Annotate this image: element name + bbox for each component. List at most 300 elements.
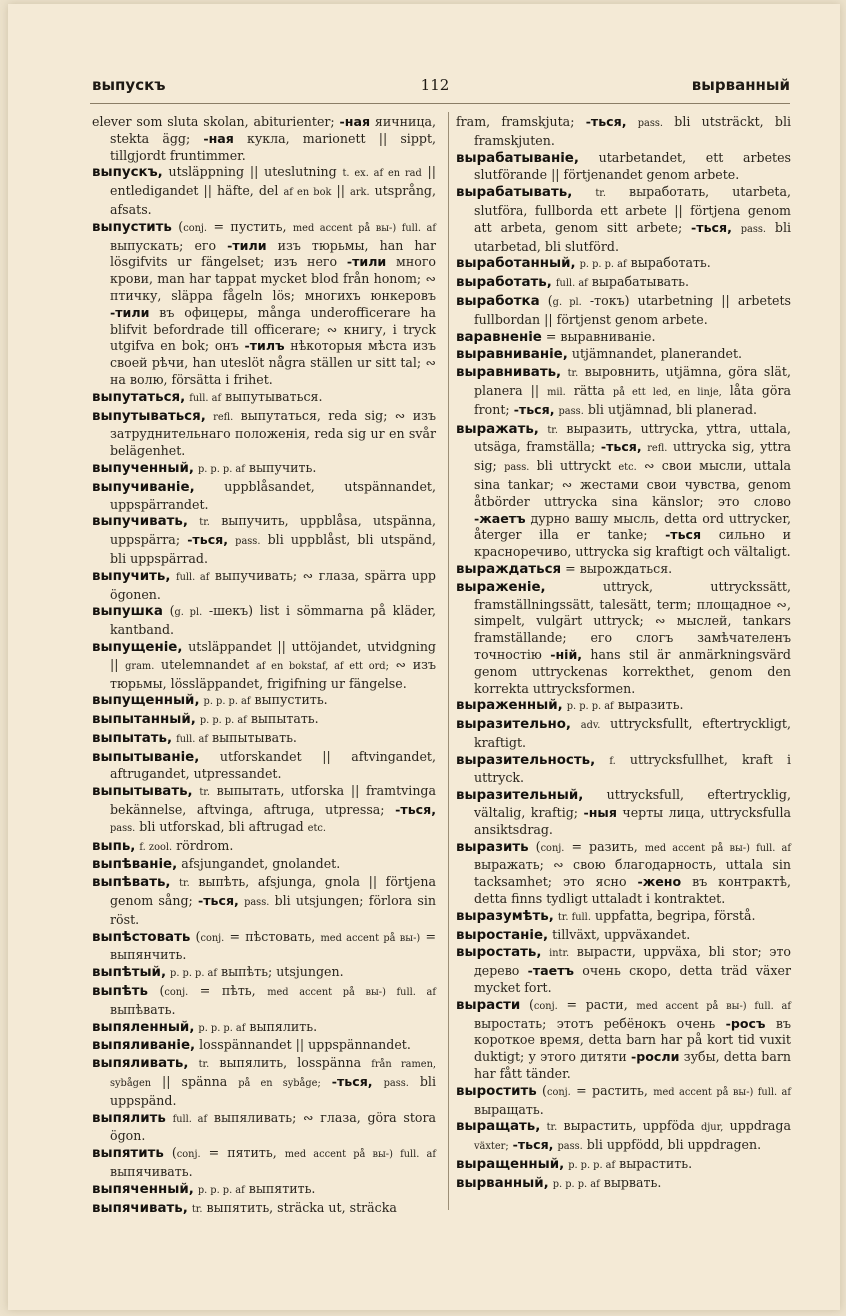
entry-headword: выпѣстовать — [92, 929, 191, 945]
entry-headword: выпяченный, — [92, 1181, 194, 1197]
entry-headword: выпятить — [92, 1146, 164, 1162]
entry-abbreviation: full. af — [555, 278, 588, 290]
entry-text: = пѣстовать, — [224, 928, 321, 944]
entry-abbreviation: p. p. p. af — [552, 1178, 600, 1190]
entry-abbreviation: conj. — [546, 1086, 571, 1098]
entry-text: || entledigandet || häfte, del — [110, 164, 437, 199]
header-rule — [90, 103, 790, 104]
entry-text: выровнить, utjämna, göra slät, planera || — [474, 364, 791, 398]
entry-headword: выработка — [456, 293, 540, 309]
entry-text: очень скоро, detta träd växer mycket fort. — [474, 963, 791, 996]
entry-text — [188, 1055, 198, 1070]
entry-text: выпутываться. — [221, 388, 323, 404]
entry-headword: выпяленный, — [92, 1019, 195, 1035]
column-divider — [448, 112, 449, 1210]
dictionary-entry — [92, 408, 436, 460]
entry-abbreviation: tr. — [179, 878, 190, 890]
entry-headword: варавненіе — [456, 329, 542, 345]
entry-abbreviation: conj. — [200, 932, 225, 944]
entry-text: ( — [147, 983, 165, 999]
entry-headword: выпученный, — [92, 460, 194, 476]
dictionary-entry — [456, 114, 791, 150]
entry-text: ∾ изъ тюрьмы, lössläppandet, frigifning ur fängelse. — [110, 656, 436, 691]
entry-text: = пустить, — [207, 218, 293, 234]
entry-text: вырабатывать. — [587, 274, 689, 290]
entry-form: -ться, — [187, 532, 229, 548]
entry-abbreviation: pass. — [235, 536, 261, 548]
entry-headword: выпяливаніе, — [92, 1038, 196, 1054]
entry-text — [572, 184, 595, 199]
entry-text: utsläppning || uteslutning — [162, 164, 343, 180]
entry-text: uttrycka sig, yttra sig; — [474, 439, 791, 474]
entry-form: -ться, — [512, 1137, 554, 1153]
entry-headword: выпущенный, — [92, 693, 200, 709]
entry-abbreviation: tr. — [198, 1059, 210, 1071]
entry-text: выпятить. — [244, 1180, 316, 1196]
entry-abbreviation: full. af — [189, 392, 222, 404]
dictionary-entry — [92, 1019, 436, 1038]
entry-headword: выпѣтый, — [92, 965, 167, 981]
entry-text: afsjungandet, gnolandet. — [177, 856, 341, 872]
dictionary-entry — [92, 513, 436, 567]
entry-abbreviation: adv. — [580, 720, 601, 732]
entry-text — [627, 114, 638, 129]
entry-text: выработать. — [626, 255, 711, 271]
entry-abbreviation: pass. — [110, 822, 136, 834]
entry-headword: выростать, — [456, 945, 542, 961]
dictionary-entry — [456, 1175, 791, 1194]
entry-headword: выразумѣть, — [456, 908, 554, 924]
dictionary-entry — [456, 561, 791, 579]
dictionary-entry — [92, 1037, 436, 1055]
dictionary-entry — [92, 1110, 436, 1146]
entry-form: -ться, — [513, 401, 555, 417]
entry-abbreviation: mil. — [547, 386, 566, 398]
entry-abbreviation: conj. — [183, 222, 208, 234]
entry-text: uttryck, uttryckssätt, framställningssätt, talesätt, term; площадное ∾, simpelt, vulgärt uttryck; ∾ мыслей, tankars framställande; его слогъ замѣчателенъ точностію — [474, 578, 791, 662]
entry-text: fram, framskjuta; — [456, 114, 586, 129]
entry-text: выростать; этотъ ребёнокъ очень — [474, 1015, 726, 1031]
entry-text: losspännandet || uppspännandet. — [195, 1037, 411, 1053]
entry-abbreviation: f. zool. — [139, 841, 173, 853]
dictionary-entry — [92, 1145, 436, 1181]
entry-abbreviation: full. af — [175, 571, 210, 583]
entry-headword: выразительно, — [456, 717, 572, 733]
entry-form: -жено — [637, 874, 682, 890]
entry-abbreviation: djur, — [701, 1122, 724, 1134]
entry-text: bli uppspänd. — [110, 1074, 436, 1108]
entry-text: bli uppfödd, bli uppdragen. — [582, 1137, 762, 1153]
dictionary-entry — [92, 164, 436, 218]
entry-headword: вырасти — [456, 997, 521, 1013]
entry-abbreviation: pass. — [557, 1141, 583, 1153]
entry-headword: вырванный, — [456, 1175, 549, 1191]
entry-text: = пѣть, — [188, 983, 268, 999]
entry-abbreviation: af en bokstaf, af ett ord; — [255, 660, 389, 672]
entry-form: -тили — [110, 304, 150, 320]
entry-text: выпѣть; utsjungen. — [217, 964, 344, 980]
entry-form: -ться, — [600, 439, 642, 455]
entry-text: выпячивать. — [110, 1164, 193, 1180]
dictionary-entry — [456, 944, 791, 996]
dictionary-entry — [456, 329, 791, 347]
entry-text: låta göra front; — [474, 382, 791, 417]
entry-headword: выпѣвать, — [92, 875, 171, 891]
entry-text: rördrom. — [172, 837, 234, 853]
entry-form: -жаетъ — [474, 510, 526, 526]
right-column — [456, 114, 791, 1194]
dictionary-entry — [456, 579, 791, 698]
entry-text: bli utsträckt, bli framskjuten. — [474, 114, 791, 148]
entry-text: tillväxt, uppväxandet. — [548, 926, 691, 942]
entry-abbreviation: tr. — [547, 424, 558, 436]
dictionary-entry — [456, 1156, 791, 1175]
entry-headword: выпытать, — [92, 730, 173, 746]
entry-abbreviation: pass. — [740, 223, 767, 235]
dictionary-entry — [92, 983, 436, 1019]
entry-text: выпутаться, reda sig; ∾ изъ затруднительнаго положенія, reda sig ur en svår belägenhet. — [110, 407, 436, 459]
entry-abbreviation: ark. — [349, 187, 370, 199]
header-right-guideword: вырванный — [691, 76, 790, 94]
entry-text: выпустить. — [250, 692, 328, 708]
header-left-guideword: выпускъ — [92, 76, 166, 94]
entry-headword: выпѣваніе, — [92, 857, 178, 873]
entry-abbreviation: p. p. p. af — [198, 1022, 246, 1034]
dictionary-entry — [456, 293, 791, 329]
dictionary-entry — [456, 364, 791, 420]
dictionary-entry — [92, 639, 436, 692]
entry-headword: вырабатываніе, — [456, 150, 579, 166]
dictionary-entry — [456, 274, 791, 293]
entry-headword: выростаніе, — [456, 927, 549, 943]
entry-text — [373, 1074, 384, 1089]
entry-abbreviation: tr. — [199, 787, 210, 799]
entry-abbreviation: g. pl. — [174, 607, 203, 619]
entry-headword: выпутываться, — [92, 408, 206, 424]
entry-text: utarbetandet, ett arbetes slutförande || förtjenandet genom arbete. — [474, 149, 791, 183]
entry-text: вырастить. — [615, 1156, 693, 1172]
entry-text: выпѣть, afsjunga, gnola || förtjena genom sång; — [110, 874, 436, 909]
entry-abbreviation: etc. — [618, 462, 637, 474]
dictionary-entry — [456, 752, 791, 788]
dictionary-entry — [92, 603, 436, 639]
entry-abbreviation: p. p. p. af — [579, 259, 627, 271]
entry-abbreviation: p. p. p. af — [566, 701, 614, 713]
dictionary-entry — [92, 479, 436, 514]
entry-text: = растить, — [570, 1082, 654, 1098]
entry-form: -ныя — [583, 805, 617, 821]
dictionary-entry — [456, 927, 791, 945]
entry-text: utforskandet || aftvingandet, aftrugandet, utpressandet. — [110, 748, 436, 782]
dictionary-entry — [92, 711, 436, 730]
entry-headword: выравниваніе, — [456, 347, 568, 363]
dictionary-entry — [92, 964, 436, 983]
dictionary-entry — [456, 697, 791, 716]
entry-text — [595, 752, 609, 767]
entry-form: -ться, — [585, 114, 627, 129]
dictionary-entry — [92, 838, 436, 857]
entry-headword: выраженный, — [456, 698, 563, 714]
entry-headword: выразительность, — [456, 752, 596, 768]
entry-abbreviation: på en sybåge; — [238, 1078, 321, 1090]
entry-abbreviation: med accent på вы-) full. af — [644, 842, 791, 854]
entry-text: изъ тюрьмы, han har lösgifvits ur fängelset; изъ него — [110, 237, 436, 270]
entry-abbreviation: conj. — [540, 842, 565, 854]
entry-text: въ офицеры, många underofficerare ha blifvit befordrade till officerare; ∾ книгу, i tryck utgifva en bok; онъ — [110, 304, 436, 354]
entry-headword: выпушка — [92, 604, 163, 620]
dictionary-entry — [92, 568, 436, 604]
dictionary-entry — [456, 997, 791, 1083]
entry-text: сильно и красноречиво, uttrycka sig kraftigt och vältaligt. — [474, 527, 791, 560]
entry-headword: выпущеніе, — [92, 639, 183, 655]
entry-text: bli uttryckt — [529, 458, 619, 474]
dictionary-entry — [92, 460, 436, 479]
entry-headword: выразительный, — [456, 788, 584, 804]
entry-form: -росли — [631, 1049, 680, 1065]
entry-form: -ная — [339, 114, 371, 129]
entry-text: bli utarbetad, bli slutförd. — [474, 219, 791, 254]
entry-headword: выраждаться — [456, 561, 562, 577]
entry-abbreviation: t. ex. af en rad — [342, 168, 422, 180]
entry-abbreviation: växter; — [474, 1141, 509, 1153]
entry-abbreviation: f. — [609, 755, 616, 767]
entry-abbreviation: p. p. p. af — [197, 463, 245, 475]
dictionary-entry — [456, 908, 791, 927]
entry-text: uppblåsandet, utspännandet, uppspärrandet. — [110, 478, 436, 512]
entry-text: нѣкоторыя мѣста изъ своей рѣчи, han uteslöt några ställen ur sitt tal; ∾ на волю, försätta i frihet. — [110, 338, 436, 387]
entry-text: bli utforskad, bli aftrugad — [135, 818, 308, 834]
entry-text — [541, 944, 549, 959]
entry-text: ( — [163, 1145, 177, 1161]
entry-abbreviation: refl. — [213, 411, 234, 423]
entry-text: utsläppandet || uttöjandet, utvidgning || — [110, 638, 436, 672]
dictionary-entry — [456, 421, 791, 561]
entry-text: вырасти, uppväxa, bli stor; это дерево — [474, 944, 791, 979]
entry-text: -шекъ) list i sömmarna på kläder, kantband. — [110, 603, 436, 638]
entry-abbreviation: pass. — [244, 897, 270, 909]
entry-abbreviation: gram. — [125, 660, 155, 672]
entry-headword: выпялить — [92, 1110, 166, 1126]
entry-text: = пятить, — [200, 1145, 285, 1161]
entry-text: выпяливать; ∾ глаза, göra stora ögon. — [110, 1109, 436, 1144]
entry-headword: выращать, — [456, 1119, 541, 1135]
entry-form: -тили — [346, 254, 387, 270]
entry-text: дурно вашу мысль, detta ord uttrycker, återger illa er tanke; — [474, 510, 791, 543]
entry-text: hans stil är anmärkningsvärd genom uttryckenas korrekthet, genom den korrekta uttrycksformen. — [474, 646, 791, 696]
entry-text — [166, 1110, 173, 1125]
entry-abbreviation: p. p. p. af — [568, 1160, 616, 1172]
entry-form: -таетъ — [527, 963, 574, 979]
entry-text: выработать, utarbeta, slutföra, fullborda ett arbete || förtjena genom att arbeta, genom sitt arbete; — [474, 184, 791, 235]
entry-form: -ться, — [331, 1074, 373, 1090]
dictionary-entry — [92, 856, 436, 874]
entry-headword: выпускъ, — [92, 165, 163, 181]
entry-text: = выравниваніе. — [541, 328, 656, 344]
entry-text: выпытать, utforska || framtvinga bekännelse, aftvinga, aftruga, utpressa; — [110, 783, 436, 818]
entry-text: въ контрактѣ, detta finns tydligt uttaladt i kontraktet. — [474, 874, 791, 907]
entry-text: uttrycksfullhet, kraft i uttryck. — [474, 751, 791, 786]
entry-text — [188, 513, 199, 528]
entry-text: выпучить, uppblåsa, utspänna, uppspärra; — [110, 513, 436, 548]
entry-text: выращать. — [474, 1101, 544, 1117]
entry-text: rätta — [565, 382, 613, 398]
entry-text: выразить. — [613, 697, 684, 713]
entry-text: = расти, — [557, 996, 637, 1012]
entry-form: -росъ — [725, 1015, 766, 1031]
entry-abbreviation: med accent på вы-) — [320, 932, 421, 944]
entry-headword: выравнивать, — [456, 365, 562, 381]
entry-form: -ться, — [395, 802, 436, 818]
entry-text: въ короткое время, detta barn har på kort tid vuxit duktigt; у этого дитяти — [474, 1015, 792, 1065]
entry-form: -ться — [665, 527, 702, 543]
entry-abbreviation: pass. — [383, 1078, 409, 1090]
entry-text: ( — [520, 996, 534, 1012]
entry-abbreviation: conj. — [176, 1149, 201, 1161]
entry-text: зубы, detta barn har fått tänder. — [474, 1049, 791, 1082]
entry-headword: выращенный, — [456, 1157, 565, 1173]
dictionary-entry — [456, 150, 791, 185]
entry-abbreviation: med accent på вы-) full. af — [636, 1000, 791, 1012]
entry-text: ( — [536, 1082, 547, 1098]
entry-text: выразить, uttrycka, yttra, uttala, utsäga, framställa; — [474, 420, 791, 455]
entry-headword: вырабатывать, — [456, 185, 573, 201]
entry-text: utelemnandet — [154, 656, 256, 672]
entry-headword: выпытывать, — [92, 784, 193, 800]
entry-headword: выработанный, — [456, 256, 576, 272]
entry-text: uppfatta, begripa, förstå. — [590, 907, 756, 923]
entry-abbreviation: etc. — [307, 822, 326, 834]
entry-text: utjämnandet, planerandet. — [567, 346, 743, 362]
entry-text — [732, 220, 741, 235]
entry-text: bli utjämnad, bli planerad. — [583, 401, 758, 417]
entry-text: выпялить. — [245, 1018, 318, 1034]
entry-text: = выпянчить. — [110, 928, 436, 963]
entry-abbreviation: p. p. p. af — [199, 715, 247, 727]
dictionary-entry — [92, 749, 436, 784]
entry-abbreviation: tr. — [191, 1203, 203, 1215]
dictionary-entry — [456, 184, 791, 255]
entry-text: вырвать. — [599, 1174, 662, 1190]
entry-abbreviation: p. p. p. af — [170, 968, 218, 980]
entry-text: выпытывать. — [207, 729, 297, 745]
entry-abbreviation: refl. — [647, 443, 668, 455]
entry-text: выпучивать; ∾ глаза, spärra upp ögonen. — [110, 567, 436, 602]
dictionary-entry — [456, 255, 791, 274]
dictionary-entry — [92, 692, 436, 711]
dictionary-entry — [92, 219, 436, 389]
entry-abbreviation: pass. — [637, 118, 664, 129]
entry-abbreviation: med accent på вы-) full. af — [292, 222, 437, 234]
entry-headword: выпячивать, — [92, 1200, 188, 1216]
entry-text: = разить, — [564, 838, 645, 854]
entry-headword: выпучиваніе, — [92, 479, 195, 495]
entry-headword: выпяливать, — [92, 1056, 189, 1072]
entry-headword: выпытываніе, — [92, 749, 200, 765]
dictionary-entry — [92, 874, 436, 928]
entry-text — [571, 716, 581, 731]
entry-text: uttrycksfullt, eftertryckligt, kraftigt. — [474, 716, 791, 750]
entry-headword: выражать, — [456, 421, 539, 437]
entry-text: ∾ свои мысли, uttala sina tankar; ∾ жестами свои чувства, genom åtbörder uttrycka sina känslor; это слово — [474, 458, 791, 509]
entry-text: || — [331, 183, 350, 199]
entry-text: вырастить, uppföda — [557, 1118, 701, 1134]
entry-text: ( — [539, 292, 553, 308]
entry-abbreviation: med accent på вы-) full. af — [284, 1149, 436, 1161]
entry-text: черты лица, uttrycksfulla ansiktsdrag. — [474, 805, 791, 837]
dictionary-entry — [456, 1083, 791, 1119]
entry-abbreviation: g. pl. — [552, 296, 582, 308]
entry-text: uttrycksfull, eftertrycklig, vältalig, kraftig; — [474, 787, 791, 821]
entry-form: -тили — [227, 237, 267, 253]
entry-abbreviation: conj. — [533, 1000, 558, 1012]
dictionary-entry — [92, 1200, 436, 1219]
entry-abbreviation: intr. — [549, 948, 570, 960]
dictionary-entry — [92, 783, 436, 837]
entry-text: ( — [162, 603, 175, 619]
entry-text: || spänna — [151, 1074, 239, 1090]
dictionary-entry — [456, 1118, 791, 1156]
entry-abbreviation: tr. — [567, 368, 579, 380]
entry-abbreviation: från ramen, sybågen — [110, 1059, 436, 1090]
entry-form: -ній, — [550, 646, 583, 662]
entry-abbreviation: med accent på вы-) full. af — [267, 987, 436, 999]
entry-headword: выпытанный, — [92, 712, 196, 728]
dictionary-entry — [92, 1181, 436, 1200]
page-header — [0, 76, 846, 100]
entry-abbreviation: pass. — [504, 462, 530, 474]
entry-abbreviation: tr. — [595, 188, 606, 200]
entry-text: выпытать. — [246, 711, 319, 727]
entry-headword: выростить — [456, 1083, 537, 1099]
entry-headword: выразить — [456, 839, 529, 855]
entry-headword: выпутаться, — [92, 389, 186, 405]
dictionary-entry — [456, 787, 791, 838]
entry-text: выпѣвать. — [110, 1001, 176, 1017]
entry-form: -тилъ — [244, 338, 285, 354]
entry-text: много крови, man har tappat mycket blod från honom; ∾ птичку, släppa fågeln lös; многихъ юнкеровъ — [110, 254, 436, 303]
dictionary-entry — [92, 730, 436, 749]
entry-text: ( — [171, 218, 184, 234]
entry-form: -ться, — [691, 219, 732, 235]
entry-abbreviation: af en bok — [283, 187, 332, 199]
entry-text — [321, 1074, 332, 1089]
entry-abbreviation: p. p. p. af — [203, 696, 251, 708]
entry-abbreviation: full. af — [176, 733, 208, 745]
entry-abbreviation: full. af — [172, 1113, 208, 1125]
entry-abbreviation: conj. — [164, 987, 189, 999]
entry-text: выпялить, losspänna — [209, 1055, 372, 1071]
entry-abbreviation: tr. — [199, 517, 210, 529]
entry-text: выпятить, sträcka ut, sträcka — [202, 1199, 397, 1215]
entry-text: ( — [190, 928, 201, 944]
entry-headword: выработать, — [456, 275, 552, 291]
dictionary-entry — [456, 716, 791, 752]
entry-headword: выраженіе, — [456, 579, 546, 595]
page-number: 112 — [420, 76, 450, 94]
entry-headword: выпь, — [92, 838, 136, 854]
dictionary-entry — [92, 1055, 436, 1109]
entry-text: ( — [528, 838, 541, 854]
dictionary-entry — [92, 929, 436, 965]
entry-text: яичница, stekta ägg; — [110, 114, 436, 146]
entry-text: выражать; ∾ свою благодарность, uttala sin tacksamhet; это ясно — [474, 857, 791, 890]
dictionary-entry — [456, 839, 791, 908]
entry-text: кукла, marionett || sippt, tillgjordt fruntimmer. — [110, 130, 437, 163]
entry-text: -токъ) utarbetning || arbetets fullbordan || förtjenst genom arbete. — [474, 292, 791, 327]
entry-form: -ная — [203, 130, 234, 146]
entry-text: выпускать; его — [110, 237, 228, 253]
entry-headword: выпустить — [92, 219, 172, 235]
